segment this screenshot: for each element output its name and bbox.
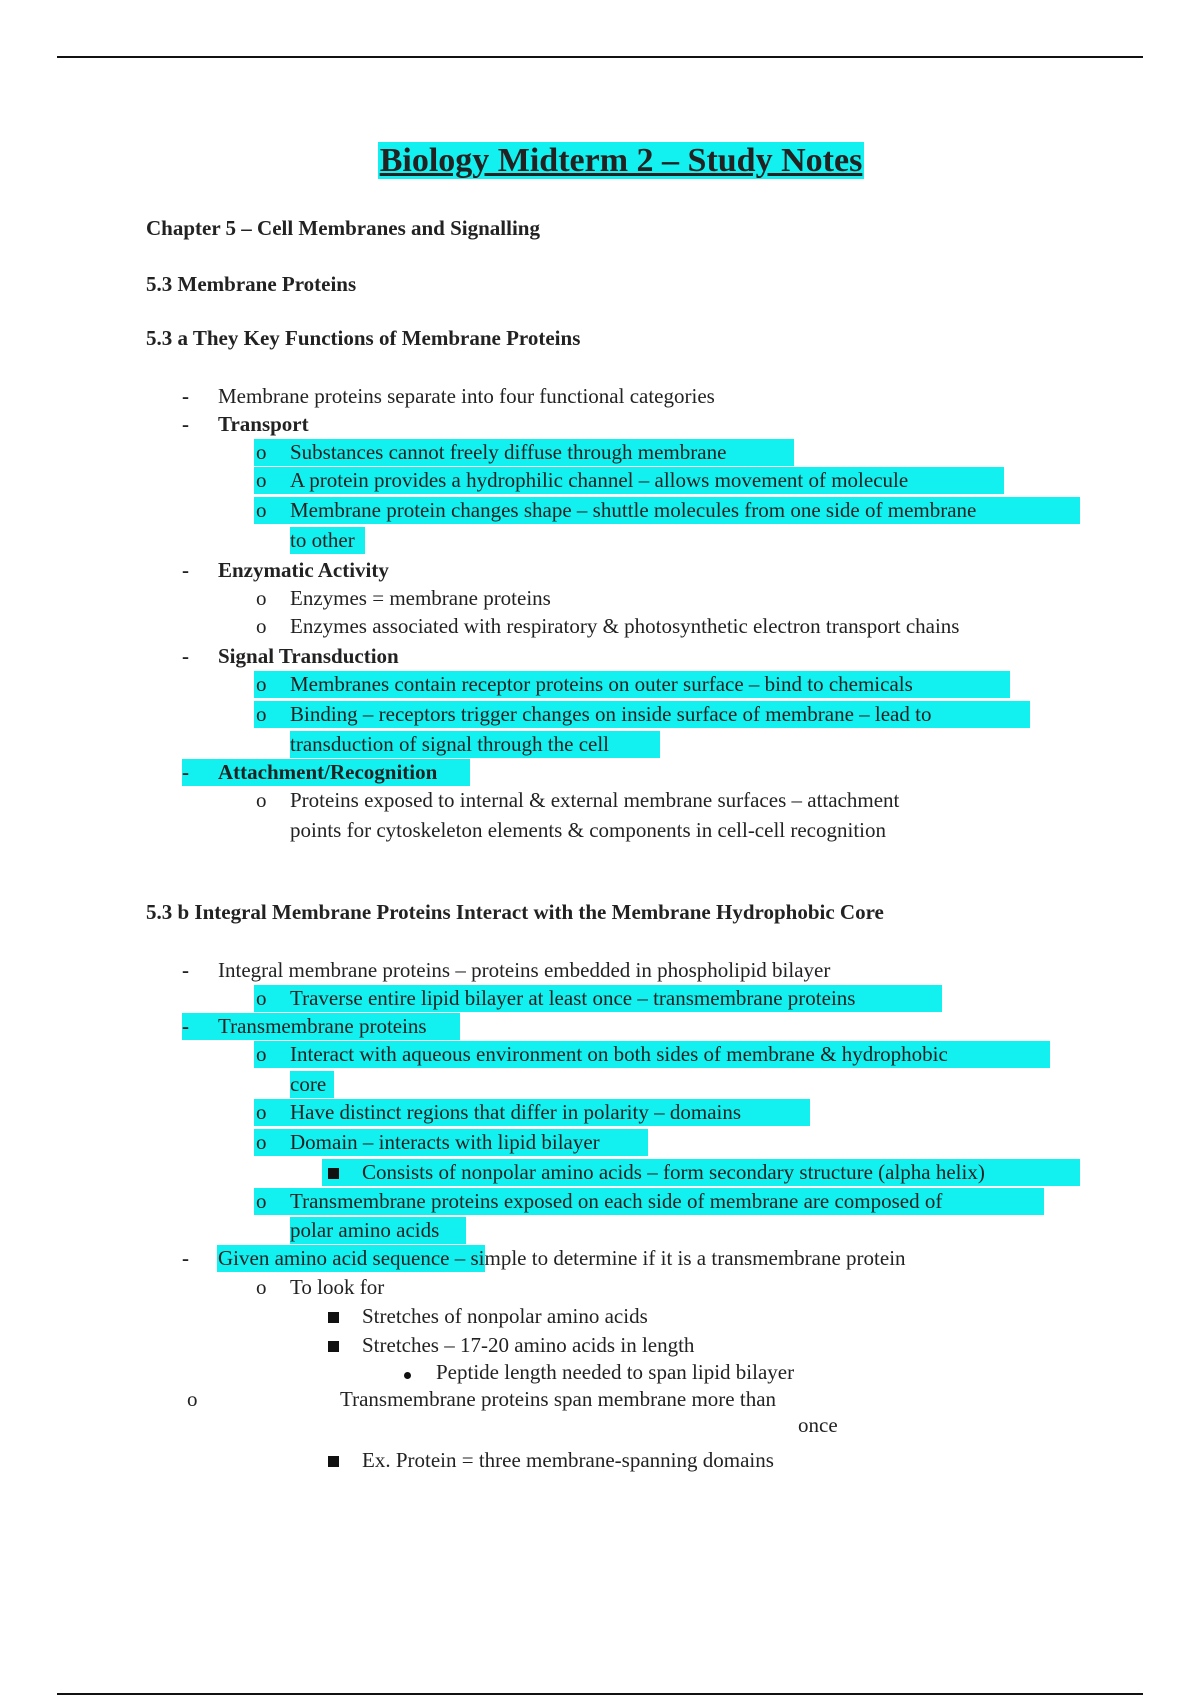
- list-item-continued: points for cytoskeleton elements & components in cell-cell recognition: [290, 818, 887, 842]
- square-bullet-icon: [328, 1446, 339, 1474]
- subsection-heading-a: 5.3 a They Key Functions of Membrane Proteins: [146, 326, 581, 350]
- square-bullet-icon: [328, 1302, 339, 1330]
- list-marker: o: [256, 672, 267, 696]
- list-item-continued: core: [290, 1072, 327, 1096]
- list-marker: o: [256, 788, 267, 812]
- list-item: Binding – receptors trigger changes on inside surface of membrane – lead to: [290, 702, 932, 726]
- list-item-signal: Signal Transduction: [218, 644, 399, 668]
- list-marker: o: [256, 498, 267, 522]
- list-item: Membranes contain receptor proteins on outer surface – bind to chemicals: [290, 672, 913, 696]
- list-item-transport: Transport: [218, 412, 309, 436]
- list-item-continued: once: [798, 1413, 838, 1437]
- footer-rule: [57, 1693, 1143, 1695]
- square-bullet-icon: [328, 1158, 339, 1186]
- chapter-heading: Chapter 5 – Cell Membranes and Signalling: [146, 216, 540, 240]
- list-item: [218, 1244, 906, 1272]
- list-marker: o: [256, 1100, 267, 1124]
- list-marker: o: [256, 702, 267, 726]
- list-item: Stretches of nonpolar amino acids: [362, 1304, 648, 1328]
- list-item: Have distinct regions that differ in polarity – domains: [290, 1100, 742, 1124]
- list-item-continued: transduction of signal through the cell: [290, 732, 610, 756]
- list-item: Stretches – 17-20 amino acids in length: [362, 1333, 695, 1357]
- list-item: Substances cannot freely diffuse through membrane: [290, 440, 727, 464]
- list-item: Ex. Protein = three membrane-spanning domains: [362, 1448, 774, 1472]
- page-title: Biology Midterm 2 – Study Notes: [379, 142, 863, 179]
- list-item-rest: – simple to determine if it is a transmembrane protein: [449, 1246, 906, 1270]
- list-marker: -: [182, 1246, 189, 1270]
- list-item-attachment: Attachment/Recognition: [218, 760, 438, 784]
- section-heading: 5.3 Membrane Proteins: [146, 272, 357, 296]
- list-item: Traverse entire lipid bilayer at least once – transmembrane proteins: [290, 986, 856, 1010]
- list-item: Integral membrane proteins – proteins embedded in phospholipid bilayer: [218, 958, 831, 982]
- list-marker: o: [256, 1130, 267, 1154]
- list-marker: o: [256, 986, 267, 1010]
- list-marker: o: [256, 440, 267, 464]
- highlighted-phrase: Given amino acid sequence: [218, 1246, 450, 1270]
- list-item: Membrane proteins separate into four functional categories: [218, 384, 715, 408]
- square-bullet-icon: [328, 1331, 339, 1359]
- list-item: Interact with aqueous environment on both sides of membrane & hydrophobic: [290, 1042, 948, 1066]
- list-item-enzymatic: Enzymatic Activity: [218, 558, 389, 582]
- list-item-continued: polar amino acids: [290, 1218, 440, 1242]
- list-marker: o: [256, 1042, 267, 1066]
- list-marker: -: [182, 1014, 189, 1038]
- subsection-heading-b: 5.3 b Integral Membrane Proteins Interact with the Membrane Hydrophobic Core: [146, 900, 884, 924]
- list-item: Consists of nonpolar amino acids – form secondary structure (alpha helix): [362, 1160, 985, 1184]
- list-marker: -: [182, 644, 189, 668]
- list-marker: -: [182, 760, 189, 784]
- list-item: Peptide length needed to span lipid bilayer: [436, 1360, 795, 1384]
- list-marker: o: [256, 1189, 267, 1213]
- list-marker: o: [256, 586, 267, 610]
- list-item: Enzymes associated with respiratory & photosynthetic electron transport chains: [290, 614, 960, 638]
- list-item: Transmembrane proteins span membrane more than: [340, 1387, 777, 1411]
- list-item: Proteins exposed to internal & external membrane surfaces – attachment: [290, 788, 900, 812]
- list-item: A protein provides a hydrophilic channel – allows movement of molecule: [290, 468, 909, 492]
- list-marker: -: [182, 412, 189, 436]
- header-rule: [57, 56, 1143, 58]
- list-marker: o: [256, 468, 267, 492]
- list-item: Membrane protein changes shape – shuttle molecules from one side of membrane: [290, 498, 977, 522]
- list-marker: o: [256, 614, 267, 638]
- list-item: Enzymes = membrane proteins: [290, 586, 551, 610]
- list-item: To look for: [290, 1275, 385, 1299]
- list-item: Transmembrane proteins exposed on each side of membrane are composed of: [290, 1189, 943, 1213]
- dot-bullet-icon: [404, 1358, 411, 1386]
- list-marker: -: [182, 558, 189, 582]
- list-marker: o: [187, 1387, 198, 1411]
- list-marker: o: [256, 1275, 267, 1299]
- list-item: Domain – interacts with lipid bilayer: [290, 1130, 600, 1154]
- list-item-continued: to other: [290, 528, 355, 552]
- list-marker: -: [182, 958, 189, 982]
- list-marker: -: [182, 384, 189, 408]
- list-item: Transmembrane proteins: [218, 1014, 427, 1038]
